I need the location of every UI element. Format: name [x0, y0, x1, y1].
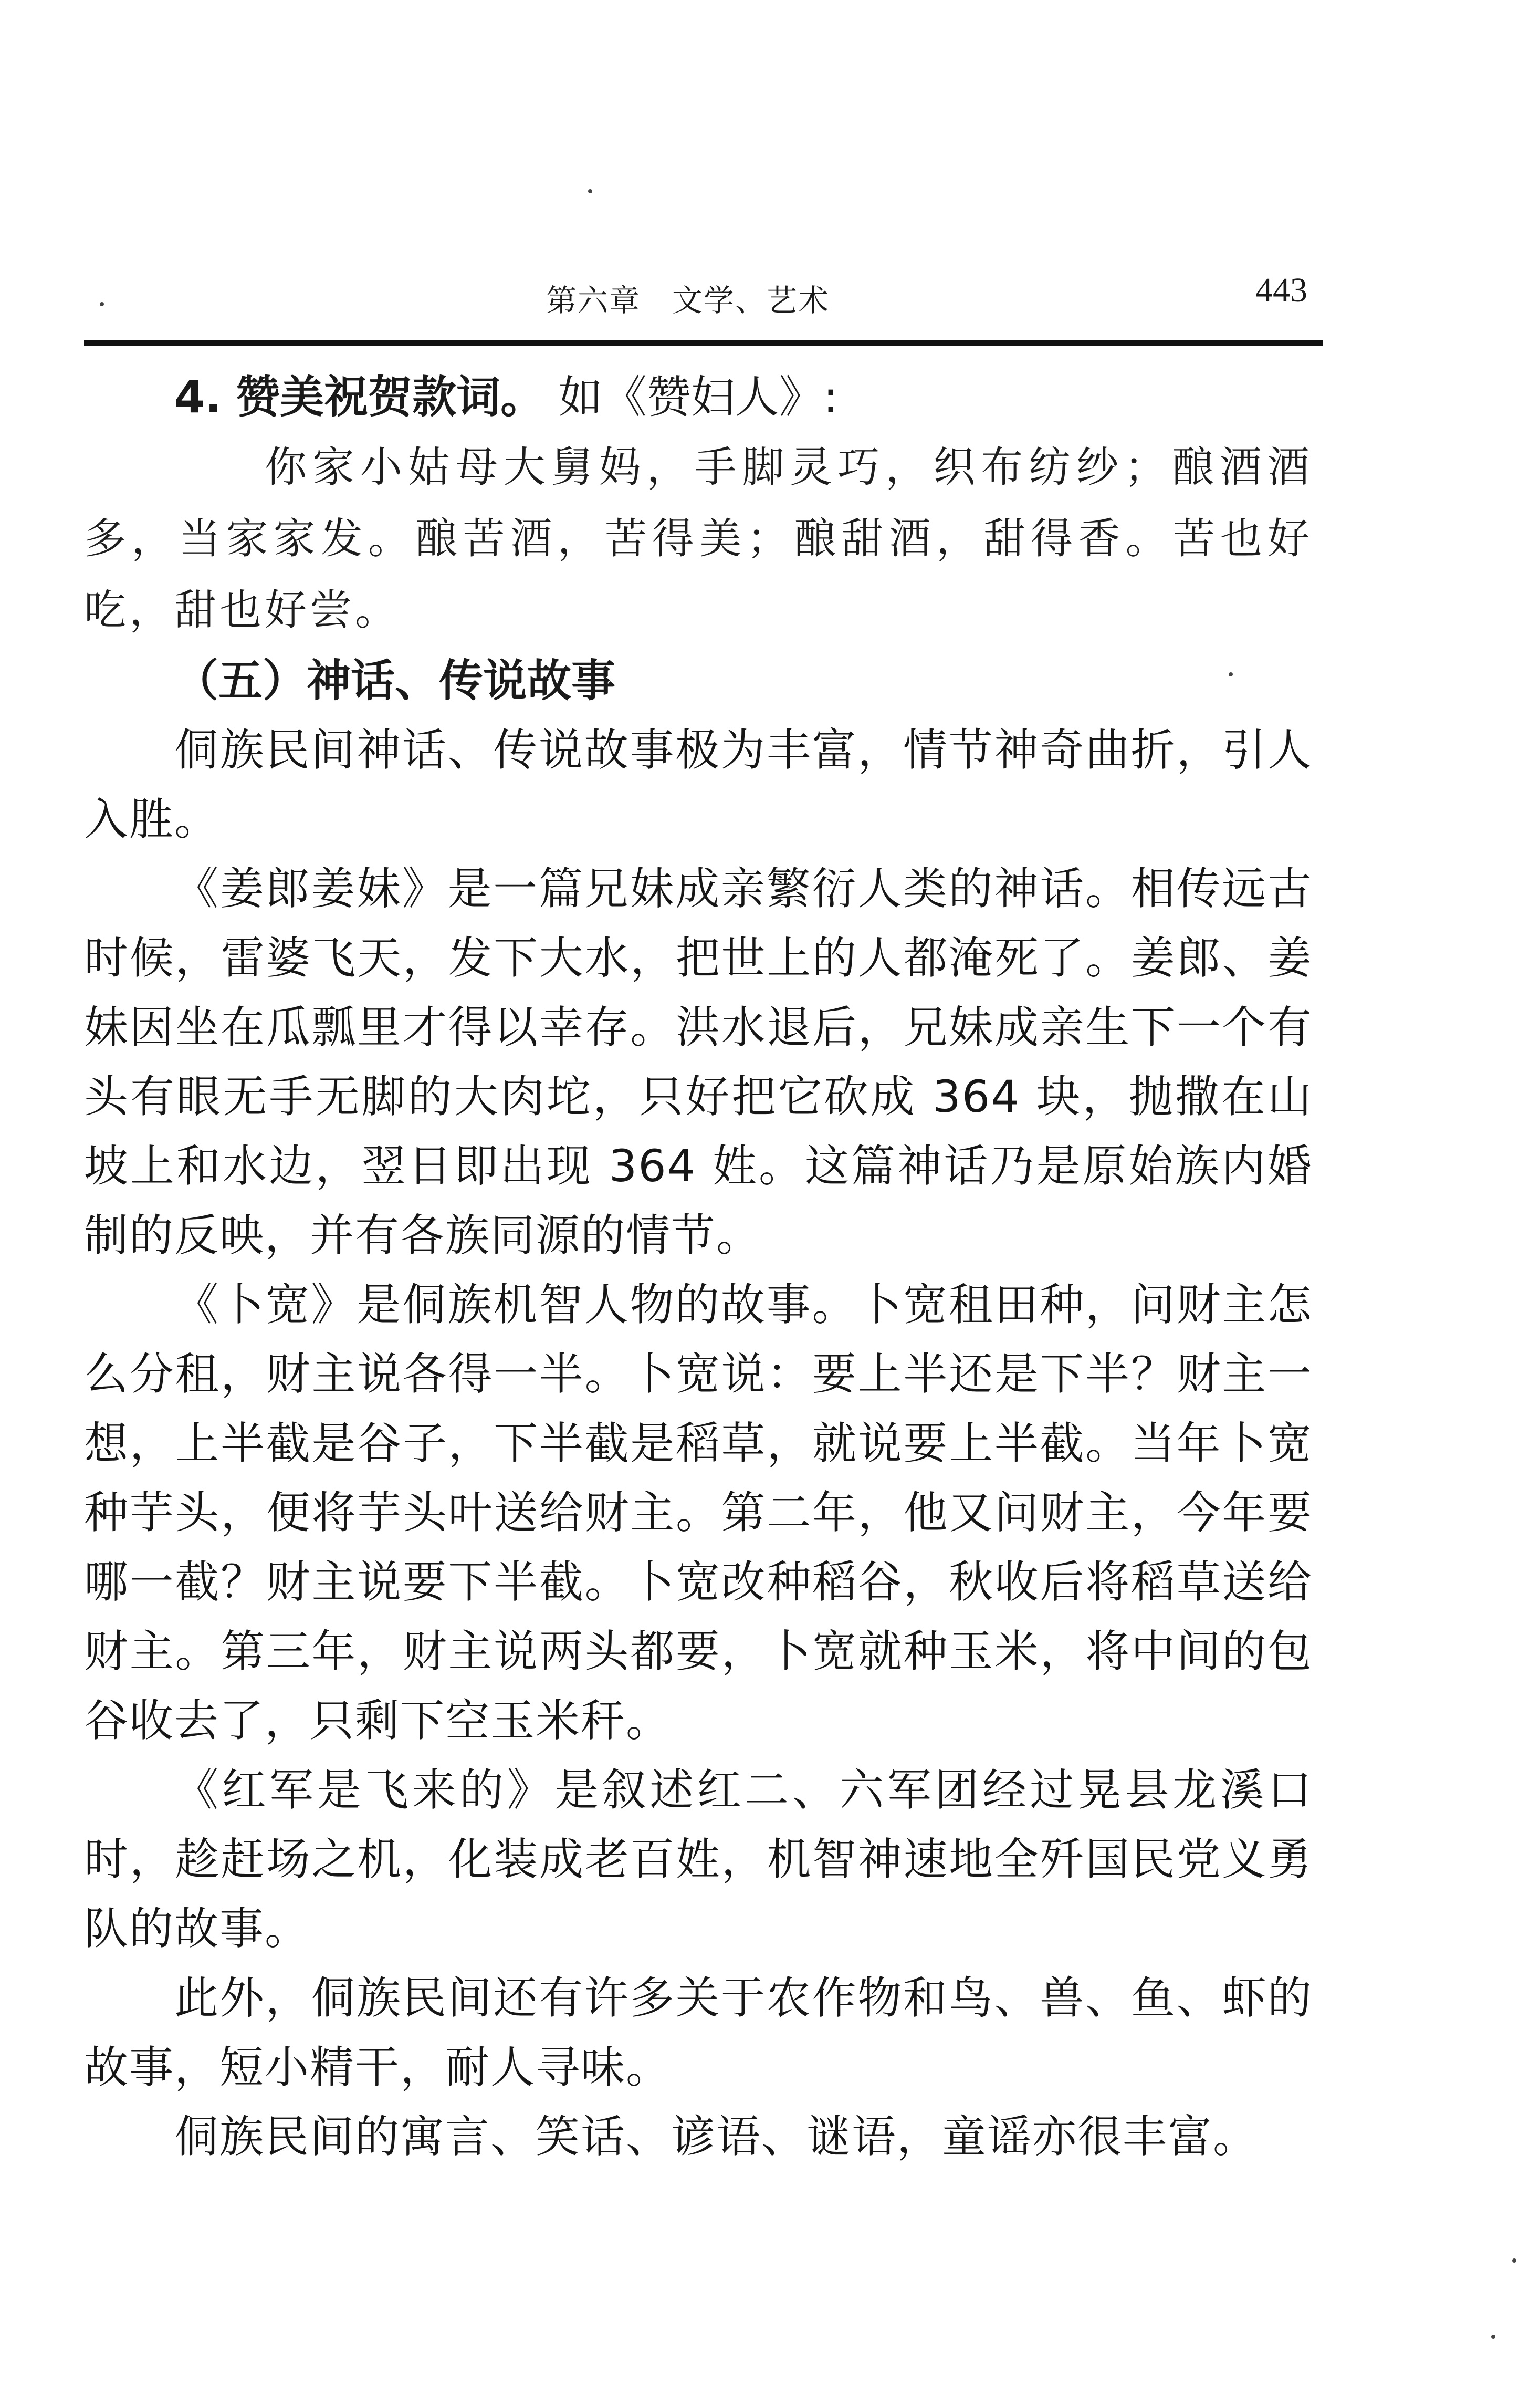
scan-speck [100, 302, 104, 306]
poem-text: 你家小姑母大舅妈，手脚灵巧，织布纺纱；酿酒酒多，当家家发。酿苦酒，苦得美；酿甜酒，甜得香。苦也好吃，甜也好尝。 [84, 443, 1313, 634]
page-number: 443 [1255, 271, 1307, 309]
item-4-intro: 如《赞妇人》: [558, 371, 839, 423]
scan-speck [588, 189, 592, 193]
chapter-title: 第六章 文学、艺术 [546, 283, 830, 318]
paragraph-5: 此外，侗族民间还有许多关于农作物和鸟、兽、鱼、虾的故事，短小精干，耐人寻味。 [84, 1972, 1313, 2093]
item-4-heading [84, 362, 1313, 432]
section-heading: （五）神话、传说故事 [174, 655, 616, 706]
item-4-title: 赞美祝贺款词。 [236, 371, 545, 423]
paragraph-4: 《红军是飞来的》是叙述红二、六军团经过晃县龙溪口时，趁赶场之机，化装成老百姓，机智神速地全歼国民党义勇队的故事。 [84, 1764, 1313, 1954]
header-rule [84, 340, 1323, 346]
paragraph-1: 侗族民间神话、传说故事极为丰富，情节神奇曲折，引人入胜。 [84, 724, 1313, 845]
scan-speck [1512, 2258, 1516, 2263]
paragraph-6: 侗族民间的寓言、笑话、谚语、谜语，童谣亦很丰富。 [174, 2111, 1259, 2162]
page-body [84, 362, 1313, 2171]
paragraph-2: 《姜郎姜妹》是一篇兄妹成亲繁衍人类的神话。相传远古时候，雷婆飞天，发下大水，把世上的人都淹死了。姜郎、姜妹因坐在瓜瓢里才得以幸存。洪水退后，兄妹成亲生下一个有头有眼无手无脚的大肉坨，只好把它砍成 364 块，抛撒在山坡上和水边，翌日即出现 364 姓。这篇神话乃是原始族内婚制的反映，并有各族同源的情节。 [84, 863, 1313, 1261]
item-4-number: 4. [174, 371, 222, 423]
running-header [84, 265, 1318, 318]
scan-speck [1229, 672, 1233, 676]
paragraph-3: 《卜宽》是侗族机智人物的故事。卜宽租田种，问财主怎么分租，财主说各得一半。卜宽说：要上半还是下半？财主一想，上半截是谷子，下半截是稻草，就说要上半截。当年卜宽种芋头，便将芋头叶送给财主。第二年，他又问财主，今年要哪一截？财主说要下半截。卜宽改种稻谷，秋收后将稻草送给财主。第三年，财主说两头都要，卜宽就种玉米，将中间的包谷收去了，只剩下空玉米秆。 [84, 1279, 1313, 1746]
scan-speck [1491, 2335, 1495, 2339]
